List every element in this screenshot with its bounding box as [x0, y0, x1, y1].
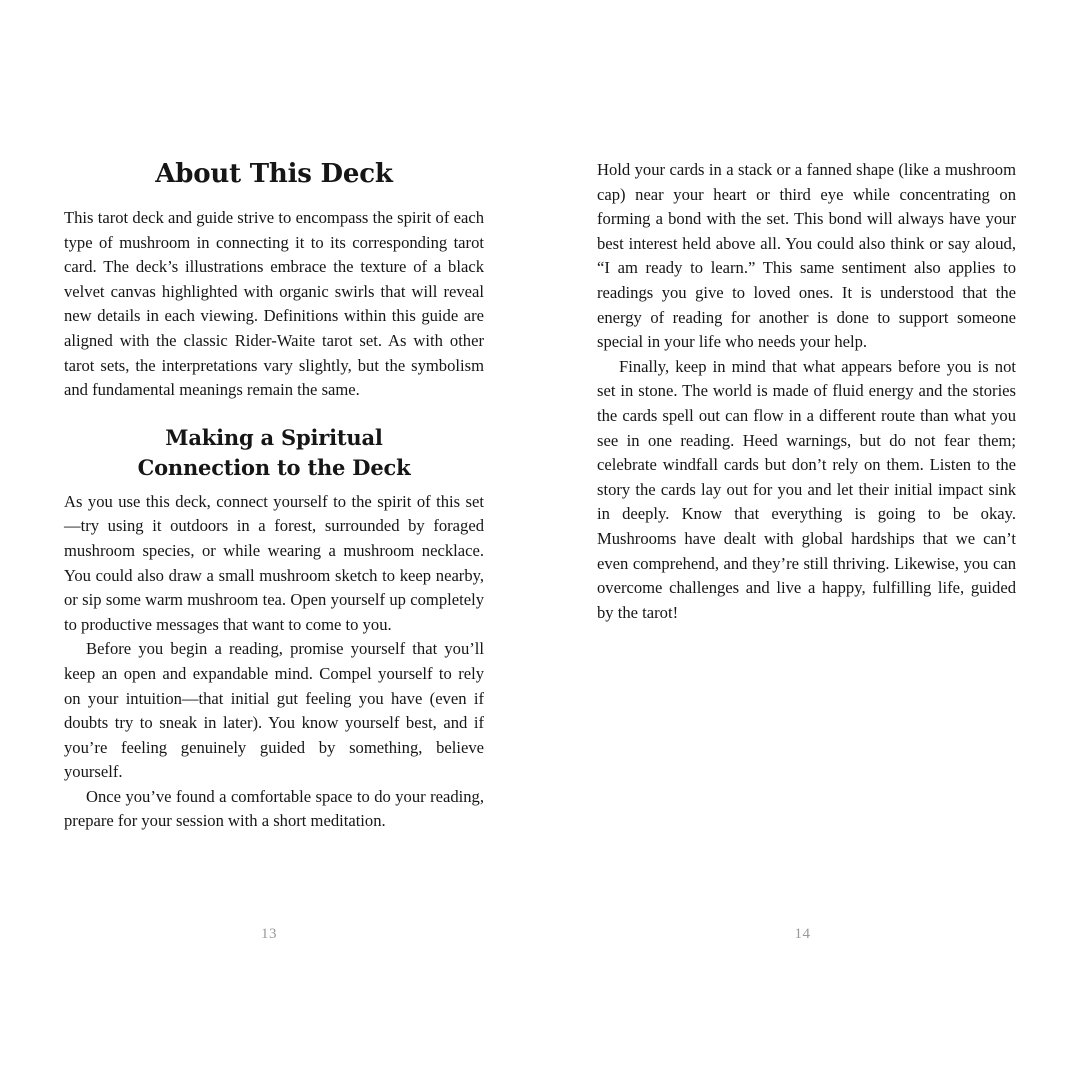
right-page-content — [597, 158, 1016, 625]
intro-paragraph: This tarot deck and guide strive to encompass the spirit of each type of mushroom in connecting it to its corresponding tarot card. The deck’s illustrations embrace the texture of a black velvet canvas highlighted with organic swirls that will reveal new details in each viewing. Definitions within this guide are aligned with the classic Rider-Waite tarot set. As with other tarot sets, the interpretations vary slightly, but the symbolism and fundamental meanings remain the same. — [64, 208, 484, 400]
left-page — [64, 0, 484, 1080]
body-paragraph: Hold your cards in a stack or a fanned shape (like a mushroom cap) near your heart or third eye while concentrating on forming a bond with the set. This bond will always have your best interest held above all. You could also think or say aloud, “I am ready to learn.” This same sentiment also applies to readings you give to loved ones. It is understood that the energy of reading for another is done to support someone special in your life who needs your help. — [597, 160, 1016, 352]
body-paragraph: Once you’ve found a comfortable space to do your reading, prepare for your session with a short meditation. — [64, 786, 484, 831]
body-paragraph: As you use this deck, connect yourself to the spirit of this set—try using it outdoors in a forest, surrounded by foraged mushroom species, or while wearing a mushroom necklace. You could also draw a small mushroom sketch to keep nearby, or sip some warm mushroom tea. Open yourself up completely to productive messages that want to come to you. — [64, 491, 484, 634]
left-page-content — [64, 156, 484, 834]
body-paragraph: Finally, keep in mind that what appears before you is not set in stone. The world is made of fluid energy and the stories the cards spell out can flow in a different route than what you see in one reading. Heed warnings, but do not fear them; celebrate windfall cards but don’t rely on them. Listen to the story the cards lay out for you and let their initial impact sink in deeply. Know that everything is going to be okay. Mushrooms have dealt with global hardships that we can’t even comprehend, and they’re still thriving. Likewise, you can overcome challenges and live a happy, fulfilling life, guided by the tarot! — [597, 356, 1016, 622]
body-paragraph: Before you begin a reading, promise yourself that you’ll keep an open and expandable mind. Compel yourself to rely on your intuition—that initial gut feeling you have (even if doubts try to sneak in later). You know yourself best, and if you’re feeling genuinely guided by something, believe yourself. — [64, 639, 484, 782]
section-heading-line-2: Connection to the Deck — [137, 454, 411, 480]
page-number-left: 13 — [261, 926, 277, 942]
page-number-right: 14 — [794, 926, 811, 942]
page-title: About This Deck — [155, 159, 393, 189]
section-heading-line-1: Making a Spiritual — [165, 424, 383, 450]
right-page — [597, 0, 1016, 1080]
section-heading — [64, 423, 484, 483]
